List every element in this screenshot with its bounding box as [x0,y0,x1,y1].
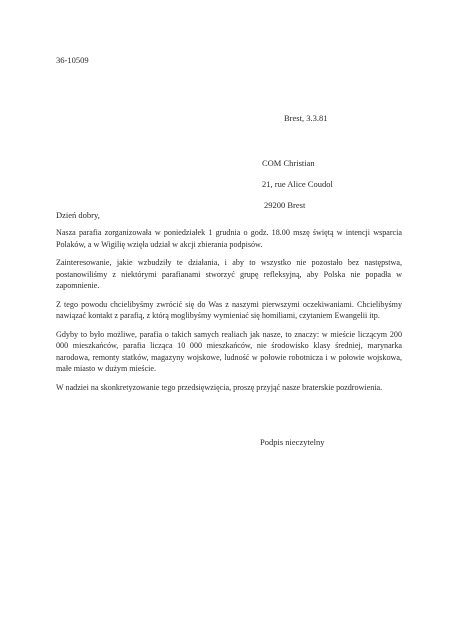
recipient-address [262,153,333,216]
paragraph: Gdyby to było możliwe, parafia o takich samych realiach jak nasze, to znaczy: w mieście liczącym 200 000 mieszkańców, parafia licząca 10 000 mieszkańców, nie środowisko klasy średniej, marynarka narodowa, remonty statków, magazyny wojskowe, ludność w połowie robotnicza i w połowie wojskowa, małe miasto w dużym mieście. [56,329,402,373]
greeting: Dzień dobry, [56,210,100,220]
recipient-city: 29200 Brest [264,200,306,210]
recipient-name: COM Christian [262,158,315,168]
paragraph: Z tego powodu chcielibyśmy zwrócić się do Was z naszymi pierwszymi oczekiwaniami. Chcielibyśmy nawiązać kontakt z parafią, z którą moglibyśmy wymieniać się homiliami, czytaniem Ewangelii itp. [56,299,402,320]
reference-number: 36-10509 [56,55,89,65]
paragraph: Nasza parafia zorganizowała w poniedziałek 1 grudnia o godz. 18.00 mszę świętą w intencji wsparcia Polaków, a w Wigilię wzięła udział w akcji zbierania podpisów. [56,228,402,249]
letter-date: Brest, 3.3.81 [284,113,328,123]
paragraph: W nadziei na skonkretyzowanie tego przedsięwzięcia, proszę przyjąć nasze braterskie pozdrowienia. [56,382,383,392]
paragraph: Zainteresowanie, jakie wzbudziły te działania, i aby to wszystko nie pozostało bez następstwa, postanowiliśmy z niektórymi parafianami stworzyć grupę refleksyjną, aby Polska nie popadła w zapomnienie. [56,258,402,290]
letter-body [56,227,402,400]
signature: Podpis nieczytelny [260,437,325,447]
recipient-street: 21, rue Alice Coudol [262,179,333,189]
